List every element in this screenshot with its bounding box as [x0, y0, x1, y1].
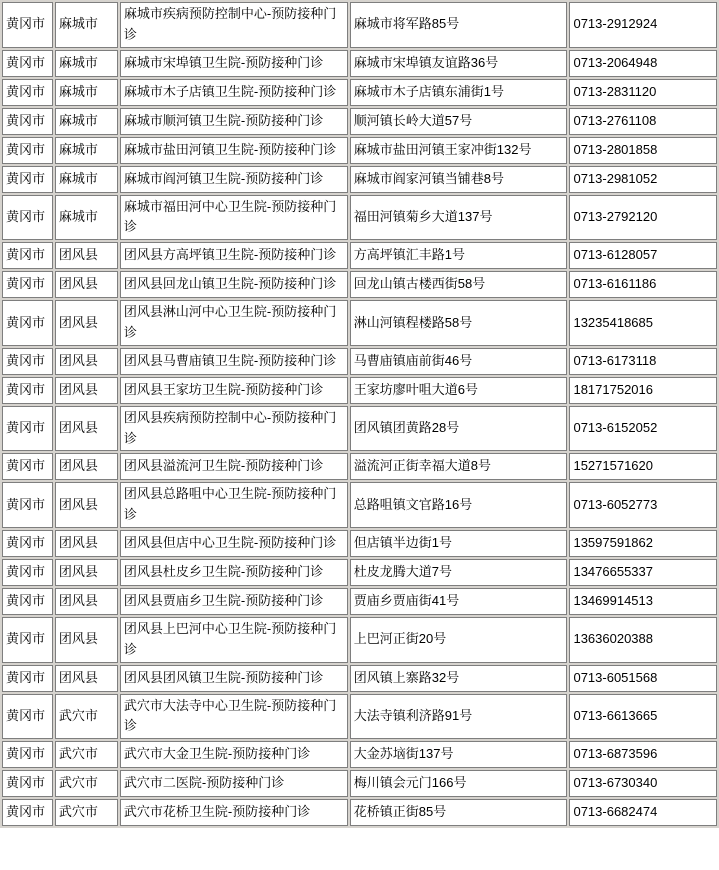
cell-clinic: 麻城市宋埠镇卫生院-预防接种门诊 — [120, 50, 348, 77]
cell-address: 回龙山镇古楼西街58号 — [350, 271, 568, 298]
cell-phone: 0713-2912924 — [569, 2, 717, 48]
cell-clinic: 武穴市二医院-预防接种门诊 — [120, 770, 348, 797]
cell-clinic: 麻城市盐田河镇卫生院-预防接种门诊 — [120, 137, 348, 164]
cell-phone: 13597591862 — [569, 530, 717, 557]
cell-phone: 0713-6682474 — [569, 799, 717, 826]
cell-county: 团风县 — [55, 617, 118, 663]
cell-county: 麻城市 — [55, 79, 118, 106]
cell-county: 团风县 — [55, 348, 118, 375]
cell-phone: 0713-6613665 — [569, 694, 717, 740]
cell-county: 团风县 — [55, 588, 118, 615]
cell-clinic: 团风县王家坊卫生院-预防接种门诊 — [120, 377, 348, 404]
cell-phone: 0713-6128057 — [569, 242, 717, 269]
cell-clinic: 团风县回龙山镇卫生院-预防接种门诊 — [120, 271, 348, 298]
cell-clinic: 团风县贾庙乡卫生院-预防接种门诊 — [120, 588, 348, 615]
cell-phone: 0713-6173118 — [569, 348, 717, 375]
cell-clinic: 团风县总路咀中心卫生院-预防接种门诊 — [120, 482, 348, 528]
cell-address: 花桥镇正街85号 — [350, 799, 568, 826]
cell-city: 黄冈市 — [2, 108, 53, 135]
cell-clinic: 武穴市大金卫生院-预防接种门诊 — [120, 741, 348, 768]
cell-phone: 0713-6152052 — [569, 406, 717, 452]
cell-clinic: 团风县但店中心卫生院-预防接种门诊 — [120, 530, 348, 557]
cell-clinic: 武穴市大法寺中心卫生院-预防接种门诊 — [120, 694, 348, 740]
table-row — [2, 406, 717, 452]
cell-city: 黄冈市 — [2, 79, 53, 106]
cell-phone: 18171752016 — [569, 377, 717, 404]
cell-city: 黄冈市 — [2, 377, 53, 404]
cell-phone: 13469914513 — [569, 588, 717, 615]
cell-phone: 0713-2064948 — [569, 50, 717, 77]
cell-city: 黄冈市 — [2, 741, 53, 768]
cell-clinic: 麻城市阎河镇卫生院-预防接种门诊 — [120, 166, 348, 193]
cell-city: 黄冈市 — [2, 348, 53, 375]
cell-city: 黄冈市 — [2, 137, 53, 164]
cell-address: 马曹庙镇庙前街46号 — [350, 348, 568, 375]
cell-clinic: 武穴市花桥卫生院-预防接种门诊 — [120, 799, 348, 826]
cell-city: 黄冈市 — [2, 665, 53, 692]
cell-city: 黄冈市 — [2, 195, 53, 241]
table-row — [2, 799, 717, 826]
cell-city: 黄冈市 — [2, 770, 53, 797]
table-row — [2, 530, 717, 557]
cell-city: 黄冈市 — [2, 242, 53, 269]
cell-county: 麻城市 — [55, 50, 118, 77]
cell-county: 麻城市 — [55, 108, 118, 135]
cell-county: 麻城市 — [55, 166, 118, 193]
table-row — [2, 741, 717, 768]
cell-county: 团风县 — [55, 530, 118, 557]
cell-address: 梅川镇会元门166号 — [350, 770, 568, 797]
cell-city: 黄冈市 — [2, 50, 53, 77]
table-row — [2, 588, 717, 615]
table-row — [2, 300, 717, 346]
cell-phone: 0713-2801858 — [569, 137, 717, 164]
cell-county: 团风县 — [55, 665, 118, 692]
cell-city: 黄冈市 — [2, 588, 53, 615]
cell-clinic: 麻城市木子店镇卫生院-预防接种门诊 — [120, 79, 348, 106]
cell-address: 贾庙乡贾庙街41号 — [350, 588, 568, 615]
cell-county: 团风县 — [55, 482, 118, 528]
cell-county: 武穴市 — [55, 741, 118, 768]
cell-clinic: 团风县杜皮乡卫生院-预防接种门诊 — [120, 559, 348, 586]
cell-address: 大金苏垴街137号 — [350, 741, 568, 768]
cell-address: 王家坊廖叶咀大道6号 — [350, 377, 568, 404]
cell-phone: 0713-6051568 — [569, 665, 717, 692]
cell-county: 团风县 — [55, 377, 118, 404]
cell-address: 上巴河正街20号 — [350, 617, 568, 663]
table-row — [2, 137, 717, 164]
cell-clinic: 团风县团风镇卫生院-预防接种门诊 — [120, 665, 348, 692]
cell-county: 团风县 — [55, 559, 118, 586]
table-row — [2, 50, 717, 77]
cell-address: 麻城市将军路85号 — [350, 2, 568, 48]
table-row — [2, 665, 717, 692]
cell-clinic: 团风县上巴河中心卫生院-预防接种门诊 — [120, 617, 348, 663]
table-row — [2, 195, 717, 241]
table-row — [2, 453, 717, 480]
cell-county: 麻城市 — [55, 2, 118, 48]
cell-city: 黄冈市 — [2, 166, 53, 193]
cell-phone: 13636020388 — [569, 617, 717, 663]
cell-county: 麻城市 — [55, 195, 118, 241]
cell-phone: 15271571620 — [569, 453, 717, 480]
table-row — [2, 617, 717, 663]
cell-clinic: 团风县马曹庙镇卫生院-预防接种门诊 — [120, 348, 348, 375]
cell-county: 武穴市 — [55, 694, 118, 740]
table-row — [2, 694, 717, 740]
cell-phone: 0713-2792120 — [569, 195, 717, 241]
cell-address: 大法寺镇利济路91号 — [350, 694, 568, 740]
cell-city: 黄冈市 — [2, 2, 53, 48]
cell-phone: 0713-2981052 — [569, 166, 717, 193]
table-row — [2, 2, 717, 48]
table-row — [2, 559, 717, 586]
cell-phone: 0713-6873596 — [569, 741, 717, 768]
cell-clinic: 麻城市疾病预防控制中心-预防接种门诊 — [120, 2, 348, 48]
cell-county: 武穴市 — [55, 799, 118, 826]
cell-phone: 0713-6052773 — [569, 482, 717, 528]
table-row — [2, 377, 717, 404]
cell-address: 福田河镇菊乡大道137号 — [350, 195, 568, 241]
cell-city: 黄冈市 — [2, 406, 53, 452]
cell-clinic: 麻城市福田河中心卫生院-预防接种门诊 — [120, 195, 348, 241]
table-row — [2, 770, 717, 797]
cell-address: 溢流河正街幸福大道8号 — [350, 453, 568, 480]
cell-clinic: 团风县疾病预防控制中心-预防接种门诊 — [120, 406, 348, 452]
cell-address: 麻城市宋埠镇友谊路36号 — [350, 50, 568, 77]
cell-address: 淋山河镇程楼路58号 — [350, 300, 568, 346]
cell-phone: 13235418685 — [569, 300, 717, 346]
cell-clinic: 团风县淋山河中心卫生院-预防接种门诊 — [120, 300, 348, 346]
cell-city: 黄冈市 — [2, 482, 53, 528]
table-row — [2, 482, 717, 528]
cell-phone: 13476655337 — [569, 559, 717, 586]
cell-phone: 0713-2761108 — [569, 108, 717, 135]
cell-city: 黄冈市 — [2, 300, 53, 346]
cell-address: 麻城市阎家河镇当铺巷8号 — [350, 166, 568, 193]
cell-address: 顺河镇长岭大道57号 — [350, 108, 568, 135]
cell-clinic: 团风县方高坪镇卫生院-预防接种门诊 — [120, 242, 348, 269]
cell-county: 团风县 — [55, 242, 118, 269]
cell-address: 但店镇半边街1号 — [350, 530, 568, 557]
cell-city: 黄冈市 — [2, 271, 53, 298]
table-row — [2, 79, 717, 106]
cell-phone: 0713-6730340 — [569, 770, 717, 797]
cell-clinic: 麻城市顺河镇卫生院-预防接种门诊 — [120, 108, 348, 135]
cell-county: 团风县 — [55, 271, 118, 298]
cell-city: 黄冈市 — [2, 453, 53, 480]
cell-county: 团风县 — [55, 453, 118, 480]
table-row — [2, 271, 717, 298]
cell-address: 团风镇上寨路32号 — [350, 665, 568, 692]
cell-phone: 0713-6161186 — [569, 271, 717, 298]
cell-address: 杜皮龙腾大道7号 — [350, 559, 568, 586]
cell-city: 黄冈市 — [2, 559, 53, 586]
cell-address: 总路咀镇文官路16号 — [350, 482, 568, 528]
cell-city: 黄冈市 — [2, 617, 53, 663]
cell-phone: 0713-2831120 — [569, 79, 717, 106]
cell-address: 团风镇团黄路28号 — [350, 406, 568, 452]
cell-clinic: 团风县溢流河卫生院-预防接种门诊 — [120, 453, 348, 480]
table-row — [2, 166, 717, 193]
cell-address: 麻城市盐田河镇王家冲街132号 — [350, 137, 568, 164]
cell-city: 黄冈市 — [2, 530, 53, 557]
cell-county: 团风县 — [55, 300, 118, 346]
cell-address: 方高坪镇汇丰路1号 — [350, 242, 568, 269]
table-row — [2, 242, 717, 269]
cell-city: 黄冈市 — [2, 694, 53, 740]
table-row — [2, 108, 717, 135]
cell-county: 武穴市 — [55, 770, 118, 797]
cell-address: 麻城市木子店镇东浦街1号 — [350, 79, 568, 106]
cell-county: 团风县 — [55, 406, 118, 452]
cell-city: 黄冈市 — [2, 799, 53, 826]
vaccination-clinic-table-body — [2, 2, 717, 826]
table-row — [2, 348, 717, 375]
cell-county: 麻城市 — [55, 137, 118, 164]
